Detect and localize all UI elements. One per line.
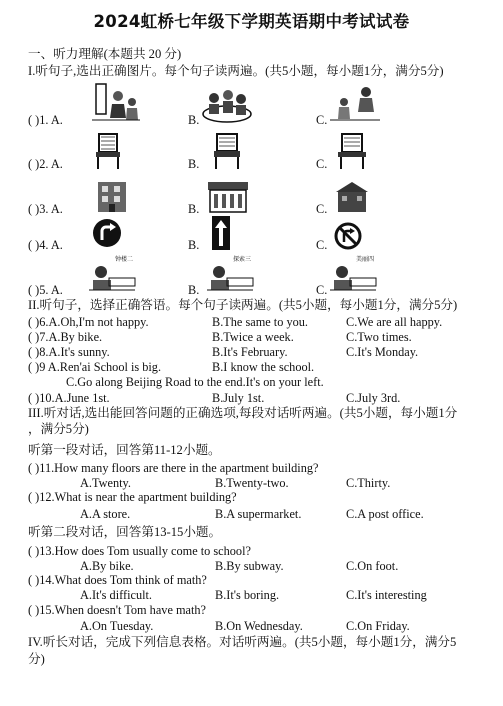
part-iii-instruction-cont: ，满分5分) bbox=[28, 422, 89, 436]
question-10-option-b: B.July 1st. bbox=[212, 391, 265, 405]
question-12: ( )12.What is near the apartment building? bbox=[28, 490, 237, 504]
question-8-option-a: ( )8.A.It's sunny. bbox=[28, 345, 110, 359]
question-13: ( )13.How does Tom usually come to school? bbox=[28, 544, 251, 558]
question-4-label: ( )4. A. bbox=[28, 238, 63, 252]
part-i-instruction: I.听句子,选出正确图片。每个句子读两遍。(共5小题，每小题1分，满分5分) bbox=[28, 64, 444, 78]
question-5-label: ( )5. A. bbox=[28, 283, 63, 297]
question-6-option-c: C.We are all happy. bbox=[346, 315, 443, 329]
building-picture-b bbox=[206, 180, 250, 214]
turn-right-sign-icon bbox=[92, 218, 122, 248]
part-iii-instruction: III.听对话,选出能回答问题的正确选项,每段对话听两遍。(共5小题，每小题1分 bbox=[28, 406, 458, 420]
question-10-option-c: C.July 3rd. bbox=[346, 391, 401, 405]
question-11-option-b: B.Twenty-two. bbox=[215, 476, 289, 490]
question-9-option-a: ( )9 A.Ren'ai School is big. bbox=[28, 360, 162, 374]
question-9-option-c: C.Go along Beijing Road to the end.It's on your left. bbox=[66, 375, 324, 389]
question-12-option-c: C.A post office. bbox=[346, 507, 424, 521]
family-scene-picture-c bbox=[330, 84, 380, 122]
building-picture-c bbox=[334, 180, 370, 214]
question-12-option-a: A.A store. bbox=[80, 507, 131, 521]
question-2-option-b: B. bbox=[188, 157, 200, 171]
question-3-label: ( )3. A. bbox=[28, 202, 63, 216]
question-13-option-a: A.By bike. bbox=[80, 559, 134, 573]
question-8-option-c: C.It's Monday. bbox=[346, 345, 419, 359]
question-15-option-c: C.On Friday. bbox=[346, 619, 410, 633]
picture-label-c: 美丽四 bbox=[356, 256, 375, 263]
question-15-option-a: A.On Tuesday. bbox=[80, 619, 154, 633]
question-13-option-c: C.On foot. bbox=[346, 559, 399, 573]
question-6-option-a: ( )6.A.Oh,I'm not happy. bbox=[28, 315, 149, 329]
question-14-option-a: A.It's difficult. bbox=[80, 588, 153, 602]
question-15: ( )15.When doesn't Tom have math? bbox=[28, 603, 207, 617]
question-13-option-b: B.By subway. bbox=[215, 559, 284, 573]
question-3-option-b: B. bbox=[188, 202, 200, 216]
chair-picture-c bbox=[336, 132, 368, 170]
dialog-1-heading: 听第一段对话，回答第11-12小题。 bbox=[28, 443, 221, 457]
question-14-option-c: C.It's interesting bbox=[346, 588, 427, 602]
question-4-option-c: C. bbox=[316, 238, 328, 252]
reading-student-picture-b bbox=[205, 258, 255, 292]
reading-student-picture-a bbox=[87, 258, 137, 292]
question-7-option-c: C.Two times. bbox=[346, 330, 412, 344]
question-9-option-b: B.I know the school. bbox=[212, 360, 315, 374]
question-8-option-b: B.It's February. bbox=[212, 345, 288, 359]
part-iv-instruction-cont: 分) bbox=[28, 652, 45, 666]
question-3-option-c: C. bbox=[316, 202, 328, 216]
question-7-option-b: B.Twice a week. bbox=[212, 330, 294, 344]
question-7-option-a: ( )7.A.By bike. bbox=[28, 330, 103, 344]
picture-label-b: 探索三 bbox=[233, 256, 252, 263]
question-1-option-c: C. bbox=[316, 113, 328, 127]
section-heading: 一、听力理解(本题共 20 分) bbox=[28, 47, 182, 61]
question-12-option-b: B.A supermarket. bbox=[215, 507, 302, 521]
question-5-option-b: B. bbox=[188, 283, 200, 297]
question-14: ( )14.What does Tom think of math? bbox=[28, 573, 207, 587]
question-14-option-b: B.It's boring. bbox=[215, 588, 280, 602]
no-right-turn-sign-icon bbox=[334, 222, 362, 250]
question-2-option-c: C. bbox=[316, 157, 328, 171]
question-2-label: ( )2. A. bbox=[28, 157, 63, 171]
question-4-option-b: B. bbox=[188, 238, 200, 252]
family-scene-picture-b bbox=[200, 86, 254, 124]
dialog-2-heading: 听第二段对话，回答第13-15小题。 bbox=[28, 525, 222, 539]
question-10-option-a: ( )10.A.June 1st. bbox=[28, 391, 110, 405]
go-straight-sign-icon bbox=[212, 216, 230, 250]
question-6-option-b: B.The same to you. bbox=[212, 315, 308, 329]
reading-student-picture-c bbox=[328, 258, 378, 292]
building-picture-a bbox=[96, 178, 128, 214]
question-15-option-b: B.On Wednesday. bbox=[215, 619, 303, 633]
family-scene-picture-a bbox=[92, 82, 140, 122]
chair-picture-a bbox=[93, 132, 123, 170]
part-ii-instruction: II.听句子，选择正确答语。每个句子读两遍。(共5小题，每小题1分，满分5分) bbox=[28, 298, 458, 312]
picture-label-a: 钟楼二 bbox=[115, 256, 134, 263]
question-11: ( )11.How many floors are there in the apartment building? bbox=[28, 461, 319, 475]
question-1-option-b: B. bbox=[188, 113, 200, 127]
question-11-option-c: C.Thirty. bbox=[346, 476, 391, 490]
question-1-label: ( )1. A. bbox=[28, 113, 63, 127]
page-title: 2024虹桥七年级下学期英语期中考试试卷 bbox=[93, 12, 410, 31]
chair-picture-b bbox=[212, 132, 242, 170]
part-iv-instruction: IV.听长对话，完成下列信息表格。对话听两遍。(共5小题，每小题1分，满分5 bbox=[28, 635, 457, 649]
question-5-option-c: C. bbox=[316, 283, 328, 297]
question-11-option-a: A.Twenty. bbox=[80, 476, 131, 490]
